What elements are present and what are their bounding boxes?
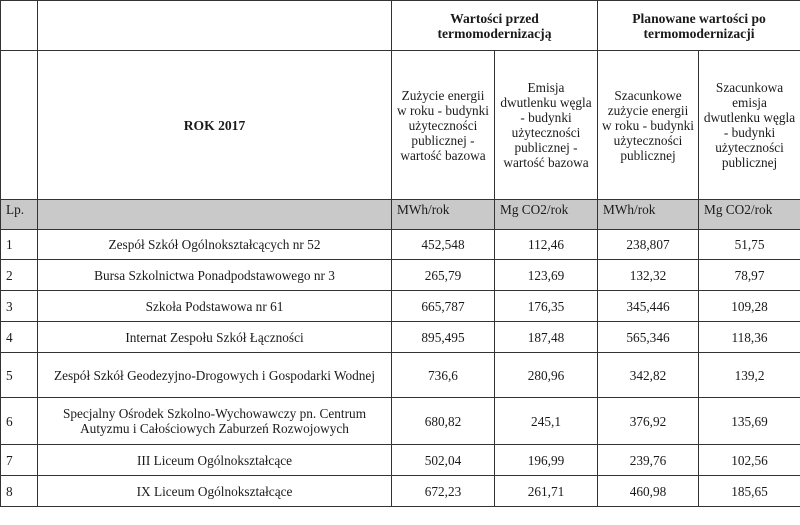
row-co2-before: 196,99: [495, 445, 598, 476]
row-lp: 1: [1, 230, 38, 260]
row-lp: 3: [1, 291, 38, 322]
row-energy-after: 132,32: [598, 260, 699, 291]
row-energy-after: 239,76: [598, 445, 699, 476]
row-lp: 7: [1, 445, 38, 476]
row-co2-before: 280,96: [495, 353, 598, 398]
unit-energy-after: MWh/rok: [598, 200, 699, 230]
row-name: Zespół Szkół Ogólnokształcących nr 52: [38, 230, 392, 260]
row-energy-before: 502,04: [392, 445, 495, 476]
row-co2-after: 135,69: [699, 398, 800, 445]
row-energy-before: 665,787: [392, 291, 495, 322]
row-energy-after: 565,346: [598, 322, 699, 353]
row-energy-before: 265,79: [392, 260, 495, 291]
row-co2-before: 245,1: [495, 398, 598, 445]
table-row: [1, 230, 800, 260]
energy-after-header: Szacunkowe zużycie energii w roku - budynki użyteczności publicznej: [598, 51, 699, 200]
row-co2-before: 261,71: [495, 476, 598, 507]
group-before-header: Wartości przed termomodernizacją: [392, 1, 598, 51]
row-co2-after: 185,65: [699, 476, 800, 507]
row-name: Szkoła Podstawowa nr 61: [38, 291, 392, 322]
table-row: [1, 322, 800, 353]
row-name: Bursa Szkolnictwa Ponadpodstawowego nr 3: [38, 260, 392, 291]
row-co2-after: 78,97: [699, 260, 800, 291]
table-row: [1, 353, 800, 398]
row-energy-after: 460,98: [598, 476, 699, 507]
table-row: [1, 260, 800, 291]
co2-after-header: Szacunkowa emisja dwutlenku węgla - budynki użyteczności publicznej: [699, 51, 800, 200]
row-energy-after: 345,446: [598, 291, 699, 322]
row-lp: 6: [1, 398, 38, 445]
row-energy-before: 680,82: [392, 398, 495, 445]
row-energy-before: 895,495: [392, 322, 495, 353]
unit-energy-before: MWh/rok: [392, 200, 495, 230]
corner-cell: [1, 1, 38, 51]
row-energy-after: 238,807: [598, 230, 699, 260]
row-lp: 4: [1, 322, 38, 353]
row-lp: 2: [1, 260, 38, 291]
row-lp: 8: [1, 476, 38, 507]
row-energy-after: 342,82: [598, 353, 699, 398]
row-name: Zespół Szkół Geodezyjno-Drogowych i Gospodarki Wodnej: [38, 353, 392, 398]
row-name: Specjalny Ośrodek Szkolno-Wychowawczy pn. Centrum Autyzmu i Całościowych Zaburzeń Rozwojowych: [38, 398, 392, 445]
energy-before-header: Zużycie energii w roku - budynki użyteczności publicznej - wartość bazowa: [392, 51, 495, 200]
lp-header-blank: [1, 51, 38, 200]
row-co2-before: 187,48: [495, 322, 598, 353]
row-energy-before: 452,548: [392, 230, 495, 260]
row-name: Internat Zespołu Szkół Łączności: [38, 322, 392, 353]
row-energy-before: 672,23: [392, 476, 495, 507]
row-lp: 5: [1, 353, 38, 398]
row-co2-before: 112,46: [495, 230, 598, 260]
co2-before-header: Emisja dwutlenku węgla - budynki użyteczności publicznej - wartość bazowa: [495, 51, 598, 200]
row-co2-before: 176,35: [495, 291, 598, 322]
row-co2-after: 139,2: [699, 353, 800, 398]
row-co2-after: 118,36: [699, 322, 800, 353]
unit-co2-after: Mg CO2/rok: [699, 200, 800, 230]
row-name: III Liceum Ogólnokształcące: [38, 445, 392, 476]
table-row: [1, 445, 800, 476]
table-row: [1, 398, 800, 445]
year-header: ROK 2017: [38, 51, 392, 200]
row-co2-after: 109,28: [699, 291, 800, 322]
unit-co2-before: Mg CO2/rok: [495, 200, 598, 230]
row-co2-after: 51,75: [699, 230, 800, 260]
lp-label: Lp.: [1, 200, 38, 230]
header-group-row: [1, 1, 800, 51]
units-blank: [38, 200, 392, 230]
group-after-header: Planowane wartości po termomodernizacji: [598, 1, 800, 51]
units-row: [1, 200, 800, 230]
table-row: [1, 291, 800, 322]
table-row: [1, 476, 800, 507]
row-energy-after: 376,92: [598, 398, 699, 445]
row-energy-before: 736,6: [392, 353, 495, 398]
header-column-row: [1, 51, 800, 200]
row-co2-before: 123,69: [495, 260, 598, 291]
row-name: IX Liceum Ogólnokształcące: [38, 476, 392, 507]
blank-header-cell: [38, 1, 392, 51]
row-co2-after: 102,56: [699, 445, 800, 476]
